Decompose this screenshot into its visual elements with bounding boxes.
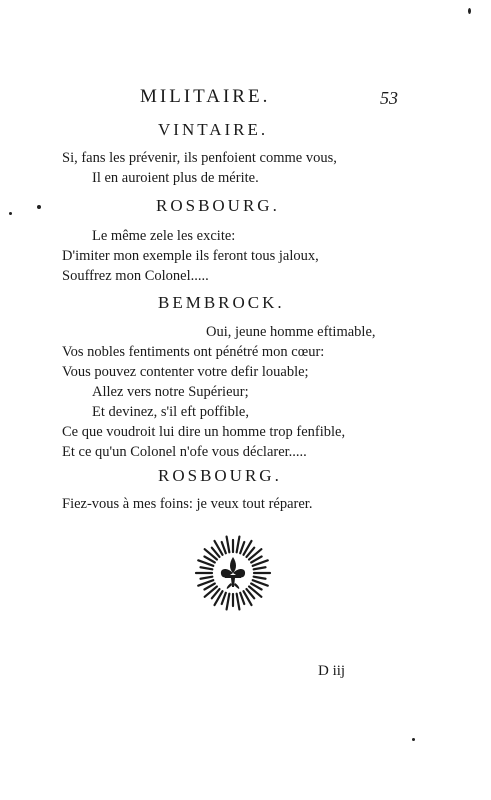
- speaker-name: ROSBOURG.: [158, 466, 282, 485]
- verse-line: Le même zele les excite:: [92, 228, 236, 244]
- fleuron-ray: [222, 542, 226, 553]
- verse-line: Allez vers notre Supérieur;: [92, 384, 249, 400]
- fleuron-ray: [240, 542, 244, 553]
- verse-line: Si, fans les prévenir, ils penfoient comme vous,: [62, 150, 337, 166]
- verse-line: Ce que voudroit lui dire un homme trop fenfible,: [62, 424, 346, 440]
- fleuron-ray: [222, 593, 226, 604]
- verse-line: Et devinez, s'il eft poffible,: [92, 404, 249, 420]
- fleuron-ray: [201, 577, 213, 579]
- verse-line: Souffrez mon Colonel.....: [62, 268, 209, 284]
- fleuron-ray: [227, 537, 230, 553]
- verse-line: Fiez-vous à mes foins: je veux tout réparer.: [62, 496, 313, 512]
- fleuron-ray: [254, 577, 266, 579]
- verse-line: Oui, jeune homme eftimable,: [206, 324, 376, 340]
- ink-speck: [9, 212, 12, 215]
- page-number: 53: [380, 88, 398, 108]
- fleuron-ray: [237, 537, 240, 553]
- fleuron-ray: [237, 594, 240, 610]
- running-title: MILITAIRE.: [140, 86, 271, 107]
- fleur-de-lis-fleuron-icon: [193, 533, 273, 613]
- fleuron-ray: [254, 567, 266, 569]
- ink-speck: [37, 205, 41, 209]
- speaker-name: ROSBOURG.: [156, 196, 280, 215]
- verse-line: Et ce qu'un Colonel n'ofe vous déclarer.....: [62, 444, 307, 460]
- verse-line: Il en auroient plus de mérite.: [92, 170, 259, 186]
- fleuron-ray: [227, 594, 230, 610]
- ink-speck: [468, 8, 471, 14]
- signature-mark: D iij: [318, 663, 346, 679]
- ink-speck: [412, 738, 415, 741]
- verse-line: D'imiter mon exemple ils feront tous jaloux,: [62, 248, 319, 264]
- fleuron-ray: [240, 593, 244, 604]
- fleuron-ray: [201, 567, 213, 569]
- verse-line: Vos nobles fentiments ont pénétré mon cœur:: [62, 344, 325, 360]
- speaker-name: VINTAIRE.: [158, 120, 269, 139]
- speaker-name: BEMBROCK.: [158, 293, 285, 312]
- verse-line: Vous pouvez contenter votre defir louable;: [62, 364, 309, 380]
